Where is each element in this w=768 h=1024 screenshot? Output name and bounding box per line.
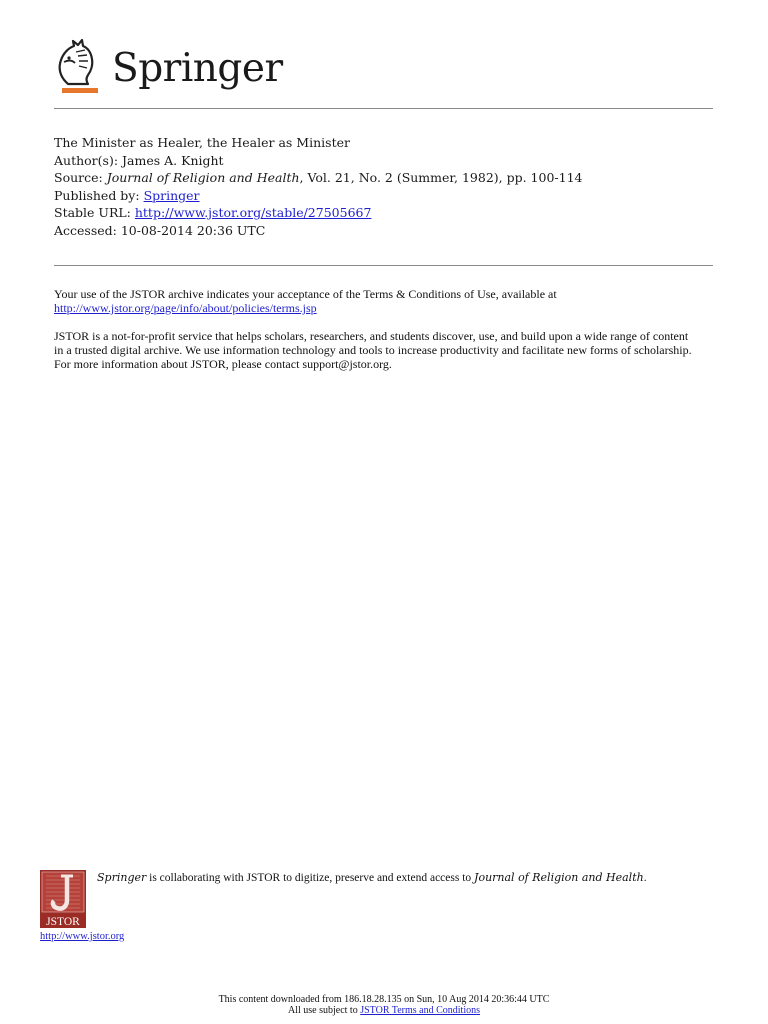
jstor-home-link[interactable]: http://www.jstor.org [40, 931, 125, 942]
jstor-description-line-2: in a trusted digital archive. We use information technology and tools to increase productivity and facilitate new forms of scholarship. [54, 342, 692, 357]
brand-name: Springer [112, 46, 283, 91]
terms-notice [54, 288, 714, 316]
jstor-description [54, 330, 722, 371]
jstor-logo-icon [40, 870, 86, 928]
publisher-link[interactable]: Springer [143, 187, 200, 203]
collaboration-note [97, 871, 647, 885]
terms-text: Your use of the JSTOR archive indicates your acceptance of the Terms & Conditions of Use, available at [54, 287, 557, 301]
source-label: Source: [54, 170, 103, 186]
download-footer [0, 994, 768, 1016]
terms-conditions-link[interactable]: JSTOR Terms and Conditions [360, 1005, 480, 1016]
horse-head-icon [52, 38, 100, 96]
terms-footer-prefix: All use subject to [288, 1005, 361, 1016]
accessed-line: Accessed: 10-08-2014 20:36 UTC [54, 222, 266, 238]
source-details: , Vol. 21, No. 2 (Summer, 1982), pp. 100-114 [299, 170, 583, 186]
jstor-description-line-1: JSTOR is a not-for-profit service that helps scholars, researchers, and students discover, use, and build upon a wide range of content [54, 329, 689, 343]
publisher-label: Published by: [54, 187, 140, 203]
author-name: James A. Knight [122, 152, 224, 168]
section-divider [54, 265, 713, 266]
citation-block [54, 134, 582, 240]
jstor-description-line-3: For more information about JSTOR, please contact support@jstor.org. [54, 356, 392, 371]
collab-publisher: Springer [97, 871, 147, 884]
author-line [54, 152, 582, 170]
source-line [54, 169, 582, 187]
journal-name: Journal of Religion and Health [106, 170, 300, 186]
publisher-line [54, 187, 582, 205]
terms-footer-line [0, 1005, 768, 1016]
stable-url-line [54, 204, 582, 222]
stable-url-link[interactable]: http://www.jstor.org/stable/27505667 [134, 205, 372, 221]
author-label: Author(s): [54, 152, 119, 168]
jstor-url-wrap [40, 931, 124, 943]
download-line: This content downloaded from 186.18.28.135 on Sun, 10 Aug 2014 20:36:44 UTC [218, 994, 550, 1005]
terms-link[interactable]: http://www.jstor.org/page/info/about/policies/terms.jsp [54, 300, 317, 315]
stable-url-label: Stable URL: [54, 205, 131, 221]
collab-journal: Journal of Religion and Health [474, 871, 644, 884]
collab-text: is collaborating with JSTOR to digitize, preserve and extend access to [146, 872, 475, 884]
header-divider [54, 108, 713, 109]
collab-end: . [643, 872, 647, 884]
article-title: The Minister as Healer, the Healer as Minister [54, 135, 350, 150]
jstor-logo-text: JSTOR [46, 916, 80, 928]
